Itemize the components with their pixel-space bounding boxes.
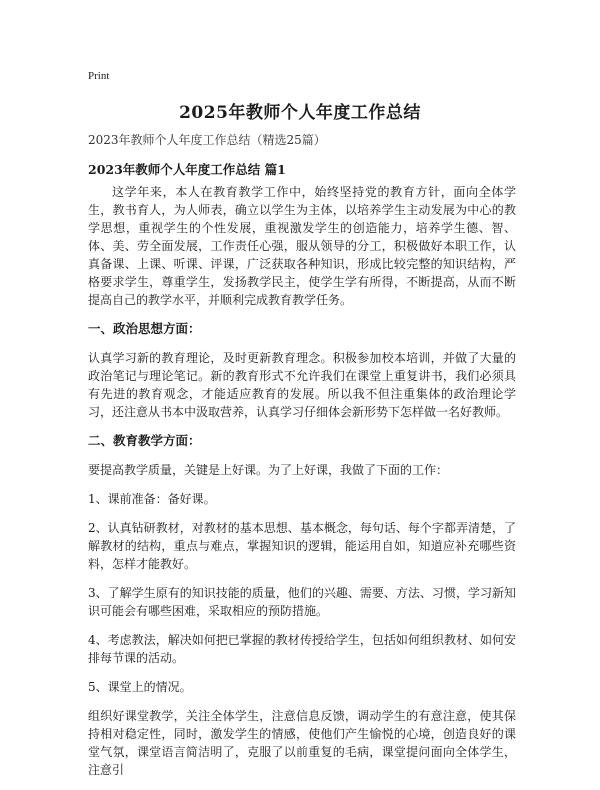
- intro-paragraph: 这学年来，本人在教育教学工作中，始终坚持党的教育方针，面向全体学生，教书育人，为人师表，确立以学生为主体，以培养学生主动发展为中心的教学思想，重视学生的个性发展，重视激发学生的创造能力，培养学生德、智、体、美、劳全面发展，工作责任心强，服从领导的分工，积极做好本职工作，认真备课、上课、听课、评课，广泛获取各种知识，形成比较完整的知识结构，严格要求学生，尊重学生，发扬教学民主，使学生学有所得，不断提高，从而不断提高自己的教学水平，并顺利完成教育教学任务。: [88, 185, 516, 307]
- heading-political: 一、政治思想方面：: [88, 321, 201, 336]
- list-item: 5、课堂上的情况。: [88, 680, 192, 694]
- classroom-paragraph: 组织好课堂教学，关注全体学生，注意信息反馈，调动学生的有意注意，使其保持相对稳定性，同时，激发学生的情感，使他们产生愉悦的心境，创造良好的课堂气氛，课堂语言简洁明了，克服了以前重复的毛病，课堂提问面向全体学生，注意引: [88, 709, 516, 777]
- list-item: 3、了解学生原有的知识技能的质量，他们的兴趣、需要、方法、习惯，学习新知识可能会有哪些困难，采取相应的预防措施。: [88, 586, 516, 618]
- section-heading: 2023年教师个人年度工作总结 篇1: [88, 162, 286, 177]
- political-paragraph: 认真学习新的教育理论，及时更新教育理念。积极参加校本培训，并做了大量的政治笔记与理论笔记。新的教育形式不允许我们在课堂上重复讲书，我们必须具有先进的教育观念，才能适应教育的发展。所以我不但注重集体的政治理论学习，还注意从书本中汲取营养，认真学习仔细体会新形势下怎样做一名好教师。: [88, 351, 516, 419]
- heading-teaching: 二、教育教学方面：: [88, 433, 201, 448]
- print-label[interactable]: Print: [88, 70, 110, 82]
- document-subtitle: 2023年教师个人年度工作总结（精选25篇）: [88, 133, 326, 147]
- list-item: 2、认真钻研教材，对教材的基本思想、基本概念，每句话、每个字都弄清楚，了解教材的结构，重点与难点，掌握知识的逻辑，能运用自如，知道应补充哪些资料，怎样才能教好。: [88, 521, 516, 571]
- teaching-paragraph: 要提高教学质量，关键是上好课。为了上好课，我做了下面的工作：: [88, 463, 449, 477]
- list-item: 4、考虑教法，解决如何把已掌握的教材传授给学生，包括如何组织教材、如何安排每节课的活动。: [88, 633, 516, 665]
- list-item: 1、课前准备：备好课。: [88, 492, 216, 506]
- document-body: [88, 183, 516, 790]
- document-title: 2025年教师个人年度工作总结: [179, 103, 421, 123]
